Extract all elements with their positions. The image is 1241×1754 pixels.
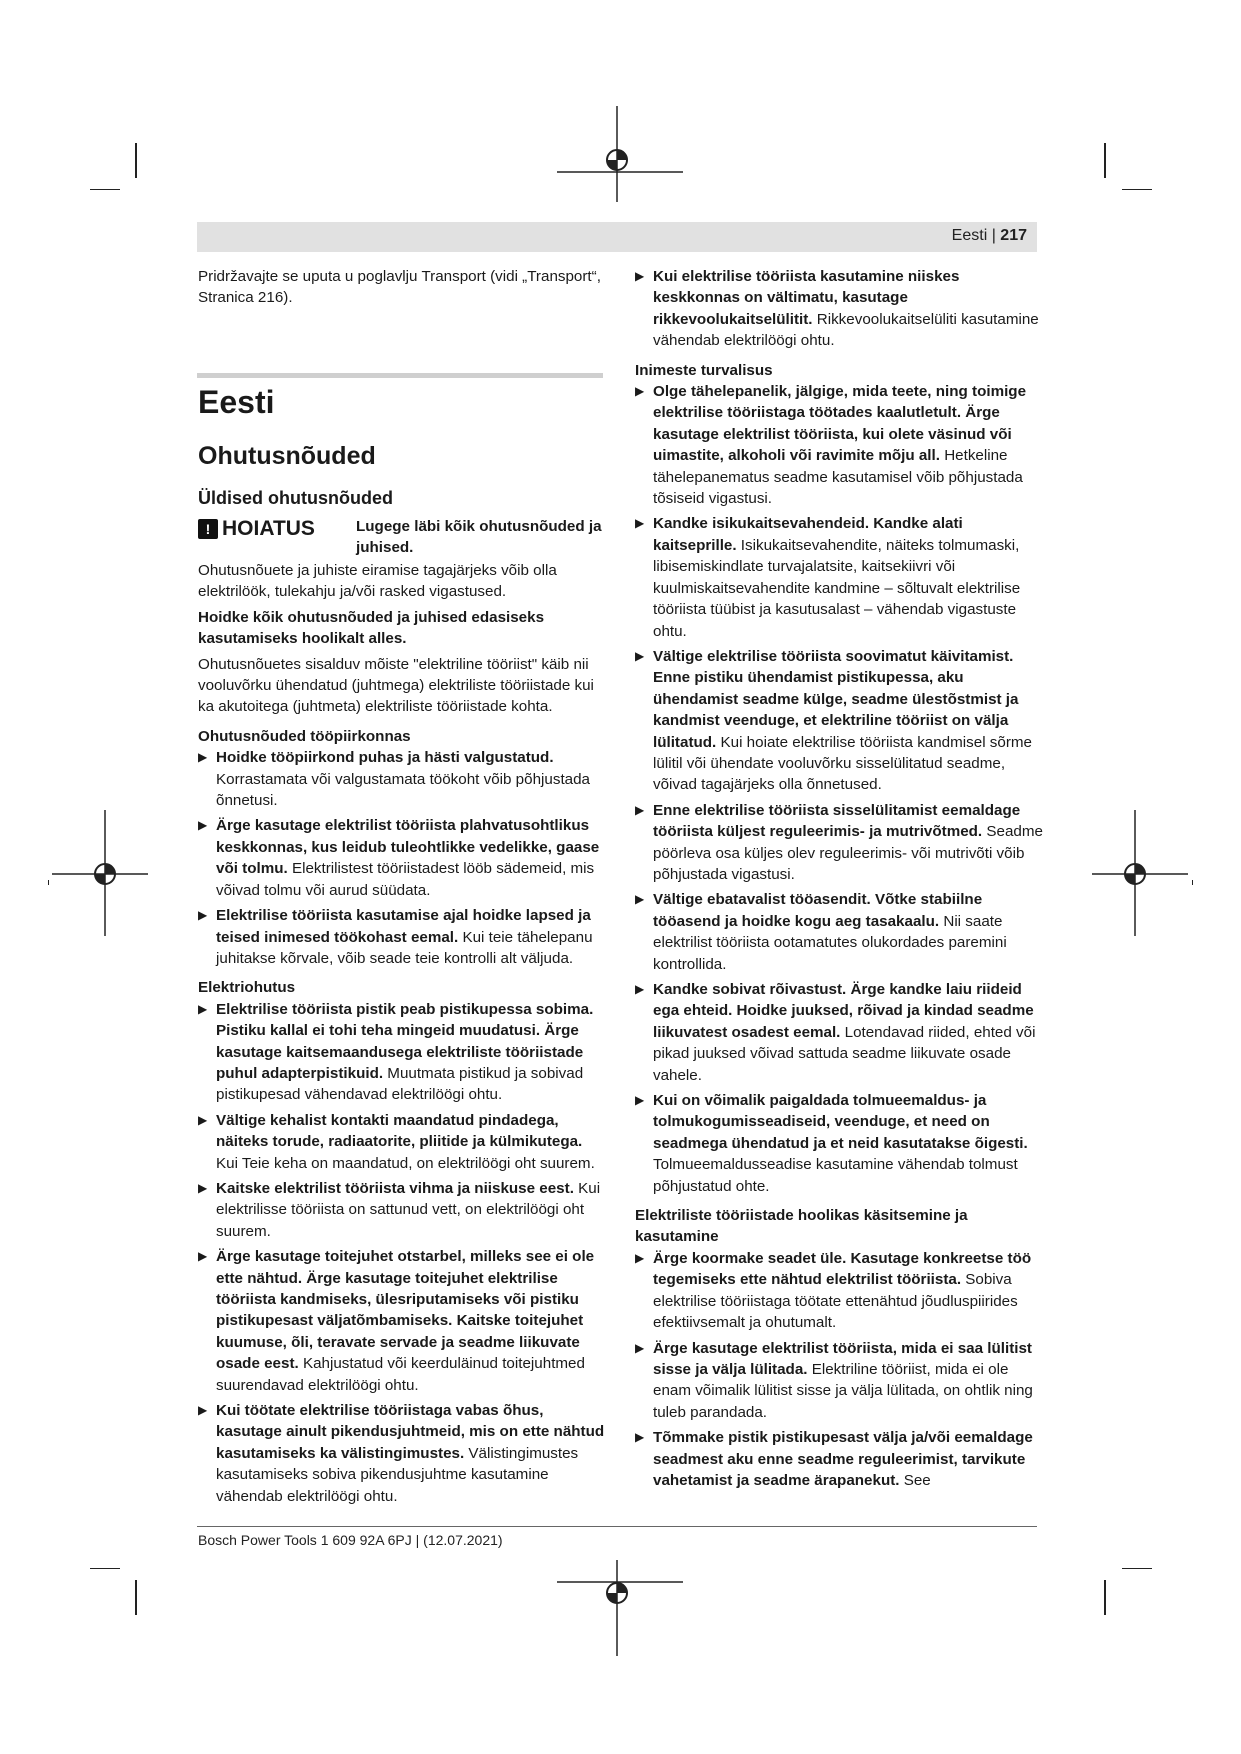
list-item — [635, 513, 1043, 641]
crop-mark — [135, 143, 137, 178]
warning-lead-wrap — [356, 516, 606, 559]
item-bold: Vältige elektrilise tööriista soovimatut käivitamist. Enne pistiku ühendamist pistikupessa, aku ühendamist seadme külge, seadme ülestõstmist ja kandmist veenduge, et elektriline tööriist on välja lülitatud. — [653, 647, 1019, 751]
item-text: Kui hoiate elektrilise tööriista kandmisel sõrme lülitil või ühendate vooluvõrku sisselülitatud seadme, võivad tagajärjeks olla õnnetused. — [653, 733, 1032, 794]
footer-rule — [197, 1526, 1037, 1527]
crop-mark — [48, 880, 49, 885]
list-item — [635, 979, 1043, 1086]
list-item — [635, 381, 1043, 509]
item-bold: Kandke isikukaitsevahendeid. Kandke alati kaitseprille. — [653, 515, 963, 554]
list-personal-safety — [635, 381, 1043, 1197]
registration-mark-right — [1090, 808, 1190, 938]
page-number: 217 — [1000, 227, 1027, 244]
item-text: Elektriline tööriist, mida ei ole enam võimalik lülitist sisse ja välja lülitada, on ohtlik ning tuleb parandada. — [653, 1360, 1033, 1421]
crop-mark — [1192, 880, 1193, 885]
item-bold: Ärge kasutage elektrilist tööriista plahvatusohtlikus keskkonnas, kus leidub tuleohtlikke vedelikke, gaase või tolmu. — [216, 817, 600, 878]
item-bold: Elektrilise tööriista pistik peab pistikupessa sobima. Pistiku kallal ei tohi teha mingeid muudatusi. Ärge kasutage kaitsemaandusega elektriliste tööriistade puhul adapterpistikuid. — [216, 1000, 594, 1082]
left-column — [198, 266, 606, 309]
item-bold: Tõmmake pistik pistikupesast välja ja/või eemaldage seadmest aku enne seadme reguleerimist, tarvikute vahetamist ja seadme ärapanekut. — [653, 1429, 1033, 1489]
list-item — [635, 1248, 1043, 1334]
item-text: Isikukaitsevahendite, näiteks tolmumaski, libisemiskindlate turvajalatsite, kaitsekiivri või kuulmiskaitsevahendite kandmine – sõltuvalt elektrilise tööriista tüübist ja kasutusalast – vähendab vigastuste ohtu. — [653, 536, 1021, 640]
list-item — [198, 815, 606, 901]
item-bold: Enne elektrilise tööriista sisselülitamist eemaldage tööriista küljest reguleerimis- ja mutrivõtmed. — [653, 801, 1021, 841]
item-bold: Kui elektrilise tööriista kasutamine niiskes keskkonnas on vältimatu, kasutage rikkevoolukaitselülitit. — [653, 268, 960, 328]
item-bold: Elektrilise tööriista kasutamise ajal hoidke lapsed ja teised inimesed töökohast eemal. — [216, 907, 591, 946]
warning-lead: Lugege läbi kõik ohutusnõuded ja juhised. — [356, 518, 602, 557]
item-text: Sobiva elektrilise tööriistaga töötate ettenähtud jõudluspiirides efektiivsemalt ja ohutumalt. — [653, 1271, 1018, 1332]
list-item — [635, 1427, 1043, 1491]
list-item — [198, 1110, 606, 1174]
item-text: Kui Teie keha on maandatud, on elektrilöögi oht suurem. — [216, 1154, 595, 1172]
page-footer: Bosch Power Tools 1 609 92A 6PJ | (12.07.2021) — [198, 1532, 503, 1548]
crop-mark — [135, 1580, 137, 1615]
warning-label — [198, 516, 315, 542]
item-bold: Ärge kasutage elektrilist tööriista, mida ei saa lülitist sisse ja välja lülitada. — [653, 1339, 1032, 1378]
warning-text: Ohutusnõuete ja juhiste eiramise tagajärjeks võib olla elektrilöök, tulekahju ja/või rasked vigastused. — [198, 562, 557, 601]
crop-mark — [1104, 143, 1106, 178]
list-item — [198, 1178, 606, 1242]
crop-mark — [1122, 1568, 1152, 1569]
list-item — [198, 747, 606, 811]
list-item — [635, 266, 1043, 352]
item-text: See — [899, 1471, 931, 1489]
page-header — [197, 222, 1037, 252]
section-divider — [197, 373, 603, 378]
list-item — [198, 1400, 606, 1507]
item-text: Seadme pöörleva osa küljes olev reguleerimis- või mutrivõti võib põhjustada vigastusi. — [653, 823, 1043, 883]
right-column — [635, 266, 1043, 1495]
list-tool-use — [635, 1248, 1043, 1491]
registration-mark-top — [555, 104, 685, 204]
definition-paragraph: Ohutusnõuetes sisalduv mõiste "elektriline tööriist" käib nii vooluvõrku ühendatud (juhtmega) elektriliste tööriistade kui ka akutoitega (juhtmeta) elektriliste tööriistade kohta. — [198, 655, 594, 716]
list-item — [198, 1246, 606, 1396]
list-item — [198, 999, 606, 1106]
item-bold: Ärge koormake seadet üle. Kasutage konkreetse töö tegemiseks ette nähtud elektrilist tööriista. — [653, 1249, 1032, 1289]
crop-mark — [90, 1568, 120, 1569]
registration-mark-left — [50, 808, 150, 938]
item-text: Kahjustatud või keerduläinud toitejuhtmed suurendavad elektrilöögi ohtu. — [216, 1355, 585, 1394]
list-item — [635, 800, 1043, 886]
item-bold: Hoidke tööpiirkond puhas ja hästi valgustatud. — [216, 749, 554, 767]
list-item — [635, 1338, 1043, 1424]
item-bold: Kandke sobivat rõivastust. Ärge kandke laiu riideid ega ehteid. Hoidke juuksed, rõivad ja kindad seadme liikuvatest osadest eemal. — [653, 981, 1034, 1041]
item-text: Hetkeline tähelepanematus seadme kasutamisel võib põhjustada tõsiseid vigastusi. — [653, 447, 1023, 508]
item-bold: Kui töötate elektrilise tööriistaga vabas õhus, kasutage ainult pikendusjuhtmeid, mis on ette nähtud kasutamiseks ka välistingimustes. — [216, 1402, 605, 1462]
item-text: Kui teie tähelepanu juhitakse kõrvale, võib seade teie kontrolli alt väljuda. — [216, 928, 593, 967]
registration-mark-bottom — [555, 1558, 685, 1658]
item-text: Nii saate elektrilist tööriista ootamatutes olukordades paremini kontrollida. — [653, 912, 1007, 973]
intro-paragraph: Pridržavajte se uputa u poglavlju Transport (vidi „Transport“, Stranica 216). — [198, 268, 601, 307]
warning-block — [198, 516, 606, 560]
item-text: Muutmata pistikud ja sobivad pistikupesad vähendavad elektrilöögi ohtu. — [216, 1064, 584, 1104]
item-text: Rikkevoolukaitselüliti kasutamine vähendab elektrilöögi ohtu. — [653, 310, 1039, 350]
subheading-electrical-safety: Elektriohutus — [198, 979, 296, 997]
list-item — [635, 889, 1043, 975]
heading-general-safety: Üldised ohutusnõuded — [198, 488, 393, 508]
list-work-area — [198, 747, 606, 969]
list-item — [198, 905, 606, 969]
subheading-tool-use: Elektriliste tööriistade hoolikas käsitsemine ja kasutamine — [635, 1207, 968, 1246]
item-bold: Olge tähelepanelik, jälgige, mida teete, ning toimige elektrilise tööriistaga töötades kaalutletult. Ärge kasutage elektrilist tööriista, kui olete väsinud või uimastite, alkoholi või ravimite mõju all. — [653, 383, 1027, 465]
item-text: Lotendavad riided, ehted või pikad juuksed võivad sattuda seadme liikuvate osade vahele. — [653, 1023, 1036, 1084]
keep-instructions-note: Hoidke kõik ohutusnõuded ja juhised edasiseks kasutamiseks hoolikalt alles. — [198, 608, 545, 648]
item-bold: Kaitske elektrilist tööriista vihma ja niiskuse eest. — [216, 1179, 574, 1197]
item-text: Tolmueemaldusseadise kasutamine vähendab tolmust põhjustatud ohte. — [653, 1156, 1018, 1195]
item-bold: Vältige ebatavalist tööasendit. Võtke stabiilne tööasend ja hoidke kogu aeg tasakaalu. — [653, 891, 983, 930]
item-text: Välistingimustes kasutamiseks sobiva pikendusjuhtme kasutamine vähendab elektrilöögi ohtu. — [216, 1444, 579, 1505]
header-text: Eesti | 217 — [951, 227, 1027, 244]
item-text: Kui elektrilisse tööriista on sattunud vett, on elektrilöögi oht suurem. — [216, 1179, 601, 1240]
list-electrical-safety — [198, 999, 606, 1507]
subheading-personal-safety: Inimeste turvalisus — [635, 361, 773, 379]
crop-mark — [1122, 189, 1152, 190]
subheading-work-area: Ohutusnõuded tööpiirkonnas — [198, 727, 411, 745]
list-item — [635, 646, 1043, 796]
heading-safety: Ohutusnõuded — [198, 442, 376, 470]
item-bold: Vältige kehalist kontakti maandatud pindadega, näiteks torude, radiaatorite, pliitide ja külmikutega. — [216, 1111, 583, 1151]
left-column-main — [198, 382, 606, 1511]
warning-label-text: HOIATUS — [222, 517, 315, 540]
item-bold: Kui on võimalik paigaldada tolmueemaldus- ja tolmukogumisseadiseid, veenduge, et need on seadmega ühendatud ja et neid kasutatakse õigesti. — [653, 1092, 1028, 1152]
crop-mark — [90, 189, 120, 190]
item-bold: Ärge kasutage toitejuhet otstarbel, milleks see ei ole ette nähtud. Ärge kasutage toitejuhet elektrilise tööriista kandmiseks, ülesriputamiseks või pistiku pistikupesast väljatõmbamiseks. Kaitske toitejuhet kuumuse, õli, teravate servade ja seadme liikuvate osade eest. — [216, 1248, 595, 1373]
crop-mark — [1104, 1580, 1106, 1615]
item-text: Elektrilistest tööriistadest lööb sädemeid, mis võivad tolmu või aurud süüdata. — [216, 860, 595, 899]
list-item — [635, 1090, 1043, 1197]
warning-icon: ! — [198, 519, 218, 539]
item-text: Korrastamata või valgustamata töökoht võib põhjustada õnnetusi. — [216, 770, 590, 810]
header-language: Eesti — [951, 227, 988, 244]
section-title: Eesti — [198, 384, 275, 420]
